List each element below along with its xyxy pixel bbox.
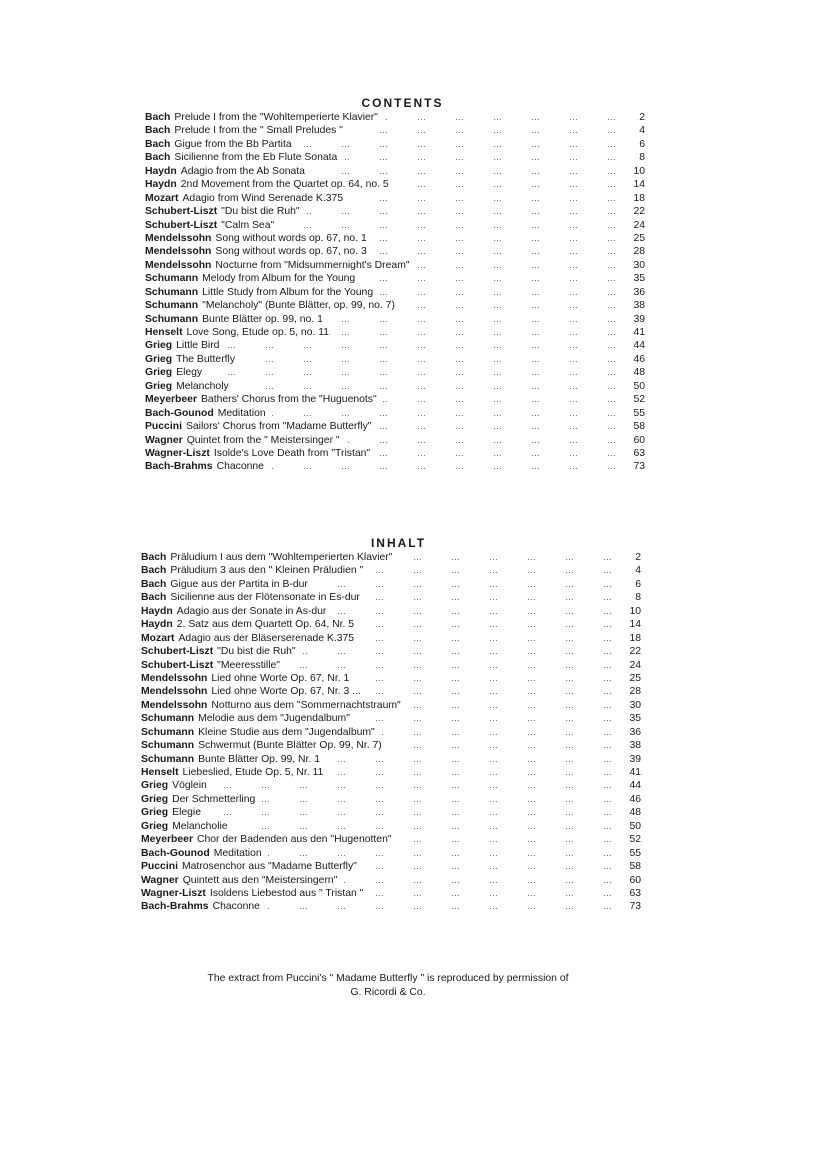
toc-dot-leader	[268, 847, 613, 860]
toc-entry	[141, 564, 641, 577]
toc-work-title: Sicilienne aus der Flötensonate in Es-dur	[170, 592, 360, 604]
toc-dot-leader	[213, 779, 613, 792]
toc-entry	[141, 739, 641, 752]
toc-work-title: Matrosenchor aus "Madame Butterfly"	[181, 861, 357, 873]
toc-page-number: 8	[635, 592, 641, 604]
toc-page-number: 52	[629, 834, 641, 846]
toc-dot-leader	[367, 685, 613, 698]
toc-entry	[141, 726, 641, 739]
toc-dot-leader	[401, 299, 617, 312]
toc-dot-leader	[329, 313, 617, 326]
toc-page-number: 2	[635, 552, 641, 563]
toc-entry	[145, 232, 645, 245]
toc-work-title: Sicilienne from the Eb Flute Sonata	[174, 152, 338, 164]
toc-dot-leader	[398, 551, 613, 564]
toc-dot-leader	[311, 165, 617, 178]
toc-entry	[141, 766, 641, 779]
toc-composer: Schubert-Liszt	[145, 219, 218, 231]
toc-dot-leader	[346, 434, 617, 447]
toc-composer: Schumann	[145, 286, 199, 298]
toc-work-title: Schwermut (Bunte Blätter Op. 99, Nr. 7)	[198, 740, 382, 752]
toc-dot-leader	[366, 591, 613, 604]
toc-work-title: Melancholie	[172, 820, 228, 832]
toc-entry	[145, 420, 645, 433]
toc-work-title: Kleine Studie aus dem "Jugendalbum"	[198, 726, 375, 738]
toc-dot-leader	[306, 205, 617, 218]
toc-dot-leader	[369, 887, 613, 900]
toc-composer: Grieg	[141, 780, 169, 792]
toc-dot-leader	[272, 407, 617, 420]
toc-page-number: 46	[633, 353, 645, 365]
toc-composer: Bach	[145, 112, 171, 123]
toc-page-number: 73	[629, 901, 641, 913]
toc-work-title: Chaconne	[212, 901, 260, 913]
inhalt-heading: INHALT	[370, 536, 427, 550]
toc-page-number: 63	[633, 447, 645, 459]
toc-page-number: 48	[629, 807, 641, 819]
toc-composer: Mendelssohn	[141, 672, 208, 684]
toc-page-number: 24	[629, 659, 641, 671]
toc-dot-leader	[225, 339, 617, 352]
toc-work-title: Melodie aus dem "Jugendalbum"	[198, 713, 350, 725]
toc-page-number: 58	[629, 861, 641, 873]
toc-composer: Schubert-Liszt	[141, 646, 214, 658]
toc-dot-leader	[314, 578, 613, 591]
toc-composer: Bach-Brahms	[145, 461, 213, 473]
toc-composer: Grieg	[145, 367, 173, 379]
toc-composer: Schumann	[141, 753, 195, 765]
toc-work-title: Bunte Blätter op. 99, no. 1	[202, 313, 323, 325]
toc-work-title: "Du bist die Ruh"	[217, 646, 296, 658]
toc-composer: Mozart	[141, 632, 175, 644]
toc-entry	[145, 178, 645, 191]
toc-composer: Schubert-Liszt	[141, 659, 214, 671]
toc-work-title: 2. Satz aus dem Quartett Op. 64, Nr. 5	[176, 619, 355, 631]
toc-work-title: Adagio aus der Bläserserenade K.375	[178, 632, 355, 644]
toc-composer: Meyerbeer	[145, 394, 197, 406]
toc-work-title: Präludium I aus dem "Wohltemperierten Klavier"	[170, 552, 393, 563]
toc-page-number: 63	[629, 887, 641, 899]
toc-work-title: Quintet from the " Meistersinger "	[186, 434, 340, 446]
toc-entry	[145, 205, 645, 218]
toc-composer: Mendelssohn	[141, 699, 208, 711]
toc-entry	[145, 259, 645, 272]
toc-page-number: 14	[629, 619, 641, 631]
toc-work-title: Meditation	[217, 407, 266, 419]
toc-dot-leader	[335, 326, 617, 339]
toc-page-number: 46	[629, 793, 641, 805]
contents-list	[145, 111, 645, 474]
toc-composer: Puccini	[145, 421, 182, 433]
toc-page-number: 30	[633, 259, 645, 271]
toc-entry	[141, 806, 641, 819]
toc-dot-leader	[343, 151, 617, 164]
toc-dot-leader	[373, 232, 617, 245]
toc-composer: Puccini	[141, 861, 178, 873]
toc-work-title: Chaconne	[216, 461, 264, 473]
toc-page-number: 39	[629, 753, 641, 765]
toc-work-title: Bunte Blätter Op. 99, Nr. 1	[198, 753, 320, 765]
toc-page-number: 25	[633, 232, 645, 244]
toc-composer: Schubert-Liszt	[145, 206, 218, 218]
toc-composer: Mozart	[145, 192, 179, 204]
toc-page-number: 22	[629, 646, 641, 658]
toc-entry	[145, 286, 645, 299]
toc-entry	[141, 820, 641, 833]
toc-entry	[141, 874, 641, 887]
toc-work-title: Prelude I from the "Wohltemperierte Klavier"	[174, 112, 378, 123]
toc-entry	[145, 151, 645, 164]
toc-dot-leader	[241, 353, 617, 366]
toc-composer: Grieg	[145, 380, 173, 392]
inhalt-list	[141, 551, 641, 914]
toc-work-title: Elegy	[176, 367, 203, 379]
toc-dot-leader	[360, 632, 613, 645]
toc-page-number: 38	[633, 300, 645, 312]
toc-work-title: Nocturne from "Midsummernight's Dream"	[215, 259, 410, 271]
toc-page-number: 2	[639, 112, 645, 123]
toc-entry	[145, 460, 645, 473]
toc-page-number: 25	[629, 672, 641, 684]
toc-page-number: 10	[633, 165, 645, 177]
toc-work-title: Adagio aus der Sonate in As-dur	[176, 605, 327, 617]
toc-work-title: Gigue from the Bb Partita	[174, 138, 292, 150]
toc-composer: Wagner-Liszt	[141, 887, 206, 899]
toc-dot-leader	[349, 192, 617, 205]
toc-composer: Haydn	[145, 179, 177, 191]
toc-dot-leader	[398, 833, 613, 846]
toc-entry	[145, 393, 645, 406]
toc-work-title: Little Bird	[176, 340, 220, 352]
toc-dot-leader	[383, 393, 617, 406]
toc-page-number: 60	[633, 434, 645, 446]
toc-dot-leader	[207, 806, 613, 819]
toc-entry	[145, 380, 645, 393]
toc-work-title: "Melancholy" (Bunte Blätter, op. 99, no. 7)	[202, 300, 395, 312]
toc-entry	[141, 779, 641, 792]
toc-entry	[145, 138, 645, 151]
toc-entry	[145, 353, 645, 366]
toc-composer: Haydn	[145, 165, 177, 177]
toc-page-number: 10	[629, 605, 641, 617]
toc-dot-leader	[329, 766, 613, 779]
toc-work-title: Liebeslied, Etude Op. 5, Nr. 11	[182, 767, 324, 778]
toc-entry	[145, 326, 645, 339]
toc-composer: Bach	[145, 152, 171, 164]
toc-work-title: "Calm Sea"	[221, 219, 275, 231]
toc-work-title: Notturno aus dem "Sommernachtstraum"	[211, 699, 401, 711]
toc-composer: Bach	[141, 552, 167, 563]
toc-work-title: Meditation	[213, 847, 262, 859]
toc-entry	[141, 578, 641, 591]
toc-entry	[141, 833, 641, 846]
toc-dot-leader	[332, 605, 613, 618]
toc-entry	[141, 847, 641, 860]
toc-page-number: 22	[633, 206, 645, 218]
toc-composer: Grieg	[141, 820, 169, 832]
toc-dot-leader	[261, 793, 613, 806]
toc-page-number: 30	[629, 699, 641, 711]
contents-heading: CONTENTS	[361, 96, 444, 110]
toc-work-title: The Butterfly	[176, 353, 236, 365]
toc-work-title: Elegie	[172, 807, 202, 819]
toc-work-title: Sailors' Chorus from "Madame Butterfly"	[185, 421, 372, 433]
toc-composer: Wagner	[145, 434, 183, 446]
toc-dot-leader	[298, 138, 617, 151]
toc-entry	[141, 551, 641, 564]
toc-entry	[141, 645, 641, 658]
toc-composer: Wagner-Liszt	[145, 447, 210, 459]
toc-entry	[145, 299, 645, 312]
toc-composer: Henselt	[141, 767, 179, 778]
toc-composer: Bach	[141, 578, 167, 590]
toc-composer: Grieg	[145, 340, 173, 352]
toc-dot-leader	[270, 460, 617, 473]
toc-composer: Meyerbeer	[141, 834, 193, 846]
toc-dot-leader	[377, 420, 617, 433]
toc-entry	[145, 111, 645, 124]
toc-entry	[145, 313, 645, 326]
toc-entry	[141, 860, 641, 873]
toc-dot-leader	[361, 272, 617, 285]
toc-work-title: Bathers' Chorus from the "Huguenots"	[200, 394, 377, 406]
toc-page-number: 48	[633, 367, 645, 379]
toc-page-number: 38	[629, 740, 641, 752]
toc-entry	[141, 887, 641, 900]
permission-note-line-1: The extract from Puccini's " Madame Butterfly " is reproduced by permission of	[207, 973, 569, 984]
toc-page-number: 41	[633, 327, 645, 338]
toc-work-title: "Meeresstille"	[217, 659, 280, 671]
inhalt-section	[141, 536, 641, 914]
toc-entry	[141, 900, 641, 913]
toc-composer: Henselt	[145, 327, 183, 338]
toc-dot-leader	[373, 245, 617, 258]
toc-entry	[145, 272, 645, 285]
toc-work-title: "Du bist die Ruh"	[221, 206, 300, 218]
toc-work-title: Melody from Album for the Young	[202, 273, 356, 285]
toc-entry	[141, 685, 641, 698]
toc-page-number: 24	[633, 219, 645, 231]
toc-entry	[141, 793, 641, 806]
toc-work-title: Vöglein	[172, 780, 207, 792]
toc-page-number: 4	[639, 125, 645, 137]
toc-page-number: 8	[639, 152, 645, 164]
toc-page-number: 28	[633, 246, 645, 258]
toc-dot-leader	[363, 860, 613, 873]
toc-composer: Wagner	[141, 874, 179, 886]
toc-entry	[141, 591, 641, 604]
toc-page-number: 44	[629, 780, 641, 792]
toc-dot-leader	[384, 111, 617, 124]
toc-composer: Bach	[141, 592, 167, 604]
toc-composer: Haydn	[141, 605, 173, 617]
toc-composer: Schumann	[145, 273, 199, 285]
toc-dot-leader	[360, 618, 613, 631]
toc-composer: Mendelssohn	[145, 259, 212, 271]
toc-composer: Bach	[141, 565, 167, 577]
toc-dot-leader	[208, 366, 617, 379]
permission-note-line-2: G. Ricordi & Co.	[350, 987, 426, 998]
toc-page-number: 14	[633, 179, 645, 191]
toc-entry	[145, 339, 645, 352]
toc-composer: Grieg	[145, 353, 173, 365]
toc-composer: Haydn	[141, 619, 173, 631]
toc-work-title: Song without words op. 67, no. 3	[215, 246, 367, 258]
toc-composer: Bach-Brahms	[141, 901, 209, 913]
toc-entry	[145, 165, 645, 178]
toc-page-number: 18	[629, 632, 641, 644]
toc-page-number: 60	[629, 874, 641, 886]
toc-composer: Mendelssohn	[145, 246, 212, 258]
toc-entry	[141, 605, 641, 618]
toc-dot-leader	[356, 712, 613, 725]
toc-dot-leader	[395, 178, 617, 191]
toc-dot-leader	[416, 259, 617, 272]
toc-composer: Schumann	[141, 713, 195, 725]
toc-work-title: Song without words op. 67, no. 1	[215, 232, 367, 244]
toc-work-title: Love Song, Etude op. 5, no. 11	[186, 327, 330, 338]
toc-work-title: Isoldens Liebestod aus " Tristan "	[209, 887, 364, 899]
toc-composer: Mendelssohn	[141, 686, 208, 698]
toc-dot-leader	[376, 447, 617, 460]
toc-dot-leader	[235, 380, 617, 393]
toc-page-number: 36	[629, 726, 641, 738]
toc-dot-leader	[234, 820, 613, 833]
toc-composer: Bach-Gounod	[145, 407, 214, 419]
toc-composer: Mendelssohn	[145, 232, 212, 244]
toc-work-title: Isolde's Love Death from "Tristan"	[213, 447, 371, 459]
toc-entry	[141, 712, 641, 725]
toc-entry	[141, 632, 641, 645]
toc-page-number: 35	[629, 713, 641, 725]
toc-page-number: 73	[633, 461, 645, 473]
toc-dot-leader	[381, 726, 613, 739]
toc-entry	[145, 219, 645, 232]
toc-entry	[145, 447, 645, 460]
toc-work-title: Melancholy	[176, 380, 229, 392]
toc-entry	[145, 192, 645, 205]
contents-section	[145, 96, 645, 474]
toc-page-number: 55	[633, 407, 645, 419]
toc-composer: Schumann	[141, 726, 195, 738]
toc-entry	[145, 124, 645, 137]
toc-composer: Grieg	[141, 807, 169, 819]
toc-composer: Bach-Gounod	[141, 847, 210, 859]
toc-entry	[145, 434, 645, 447]
toc-page-number: 55	[629, 847, 641, 859]
toc-dot-leader	[369, 564, 613, 577]
toc-composer: Schumann	[145, 313, 199, 325]
toc-work-title: Gigue aus der Partita in B-dur	[170, 578, 308, 590]
toc-work-title: Präludium 3 aus den " Kleinen Präludien "	[170, 565, 364, 577]
toc-dot-leader	[407, 699, 613, 712]
toc-dot-leader	[280, 219, 617, 232]
toc-page-number: 41	[629, 767, 641, 778]
toc-dot-leader	[379, 286, 617, 299]
toc-dot-leader	[355, 672, 613, 685]
toc-page-number: 50	[629, 820, 641, 832]
toc-page-number: 52	[633, 394, 645, 406]
toc-page-number: 18	[633, 192, 645, 204]
toc-entry	[141, 672, 641, 685]
toc-entry	[141, 618, 641, 631]
toc-work-title: Quintett aus den "Meistersingern"	[182, 874, 338, 886]
toc-page-number: 39	[633, 313, 645, 325]
toc-composer: Bach	[145, 138, 171, 150]
toc-page-number: 6	[639, 138, 645, 150]
toc-page-number: 50	[633, 380, 645, 392]
toc-dot-leader	[388, 739, 613, 752]
toc-entry	[145, 245, 645, 258]
toc-work-title: Lied ohne Worte Op. 67, Nr. 3 ...	[211, 686, 361, 698]
toc-entry	[141, 659, 641, 672]
toc-page-number: 6	[635, 578, 641, 590]
toc-entry	[141, 699, 641, 712]
toc-dot-leader	[286, 659, 613, 672]
toc-dot-leader	[302, 645, 613, 658]
toc-composer: Bach	[145, 125, 171, 137]
toc-work-title: Adagio from Wind Serenade K.375	[182, 192, 344, 204]
toc-work-title: Little Study from Album for the Young	[202, 286, 374, 298]
toc-page-number: 44	[633, 340, 645, 352]
toc-dot-leader	[266, 900, 613, 913]
toc-dot-leader	[343, 874, 613, 887]
toc-page-number: 36	[633, 286, 645, 298]
permission-note	[138, 972, 638, 1000]
toc-page-number: 4	[635, 565, 641, 577]
toc-entry	[141, 753, 641, 766]
toc-work-title: Prelude I from the " Small Preludes "	[174, 125, 343, 137]
toc-dot-leader	[349, 124, 617, 137]
toc-page-number: 35	[633, 273, 645, 285]
toc-work-title: Lied ohne Worte Op. 67, Nr. 1	[211, 672, 350, 684]
toc-composer: Grieg	[141, 793, 169, 805]
toc-dot-leader	[326, 753, 613, 766]
toc-work-title: Chor der Badenden aus den "Hugenotten"	[196, 834, 392, 846]
toc-work-title: Der Schmetterling	[172, 793, 256, 805]
toc-composer: Schumann	[141, 740, 195, 752]
toc-page-number: 28	[629, 686, 641, 698]
toc-composer: Schumann	[145, 300, 199, 312]
toc-entry	[145, 407, 645, 420]
toc-work-title: Adagio from the Ab Sonata	[180, 165, 305, 177]
toc-page-number: 58	[633, 421, 645, 433]
toc-work-title: 2nd Movement from the Quartet op. 64, no. 5	[180, 179, 389, 191]
toc-entry	[145, 366, 645, 379]
